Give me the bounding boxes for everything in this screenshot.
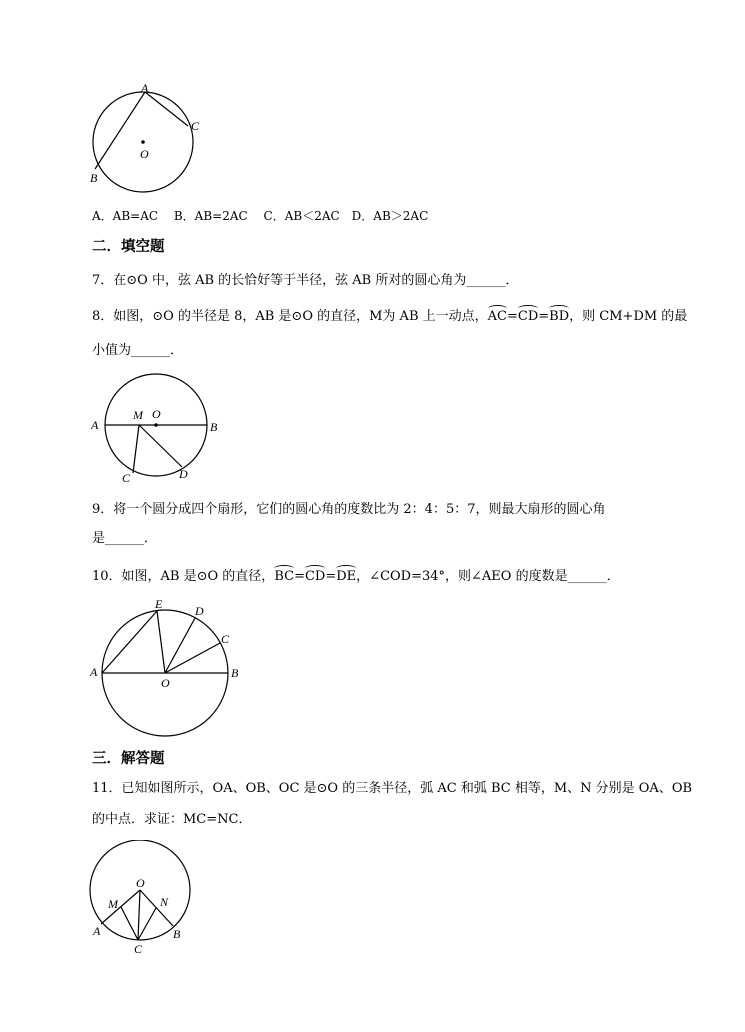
q9-line1: 9．将一个圆分成四个扇形，它们的圆心角的度数比为 2：4：5：7，则最大扇形的圆心角: [92, 502, 606, 517]
q6-options: A．AB=AC B．AB=2AC C．AB＜2AC D．AB＞2AC: [92, 209, 429, 223]
q8-arc-ac: AC: [487, 309, 507, 324]
q6-label-b: B: [90, 171, 98, 185]
q11-label-b: B: [173, 927, 181, 941]
q8-line2: 小值为______．: [92, 343, 184, 358]
q10-label-c: C: [221, 632, 230, 646]
q11-label-a: A: [93, 924, 101, 938]
q8-label-c: C: [122, 471, 131, 485]
q11-label-m: M: [108, 897, 118, 911]
section2-title: 二．填空题: [92, 238, 165, 255]
q8-arc-bd: BD: [549, 309, 570, 324]
section3-title: 三．解答题: [92, 750, 165, 767]
q8-line1-pre: 8．如图，⊙O 的半径是 8，AB 是⊙O 的直径，M为 AB 上一动点，: [92, 309, 488, 324]
q11-label-c: C: [134, 942, 143, 956]
q8-label-o: O: [152, 407, 161, 421]
q10-eq2: =: [325, 569, 337, 584]
q10-label-e: E: [155, 597, 163, 611]
q6-figure: [85, 80, 215, 200]
q10-label-d: D: [195, 604, 204, 618]
q11-label-n: N: [160, 895, 169, 909]
q11-line2: 的中点．求证：MC=NC．: [92, 812, 252, 827]
q7-text: 7．在⊙O 中，弦 AB 的长恰好等于半径，弦 AB 所对的圆心角为______．: [92, 273, 519, 288]
q9-line2: 是______．: [92, 531, 158, 546]
q10-arc-cd: CD: [304, 569, 326, 584]
q8-label-a: A: [91, 418, 99, 432]
q10-eq1: =: [294, 569, 305, 584]
q8-label-b: B: [210, 420, 218, 434]
q10-label-o: O: [161, 676, 170, 690]
q8-label-d: D: [179, 467, 188, 481]
q10-arc-bc: BC: [274, 569, 295, 584]
q11-label-o: O: [136, 876, 145, 890]
q6-label-c: C: [191, 119, 200, 133]
q8-eq1: =: [506, 309, 518, 324]
q8-figure: [85, 370, 225, 490]
q10-arc-de: DE: [336, 569, 357, 584]
q10-pre: 10．如图，AB 是⊙O 的直径，: [92, 569, 275, 584]
q11-line1: 11．已知如图所示，OA、OB、OC 是⊙O 的三条半径，弧 AC 和弧 BC 相等，M、N 分别是 OA、OB: [92, 781, 693, 796]
q10-figure: [85, 595, 250, 745]
q11-figure: [85, 840, 210, 960]
q8-line1-post: ，则 CM+DM 的最: [569, 309, 688, 324]
q8-label-m: M: [133, 408, 143, 422]
q6-label-a: A: [141, 81, 149, 95]
q10-label-a: A: [90, 665, 98, 679]
q10-post: ，∠COD=34°，则∠AEO 的度数是______．: [356, 569, 620, 584]
q8-arc-cd: CD: [517, 309, 539, 324]
q10-text: [92, 568, 620, 586]
q6-label-o: O: [140, 147, 149, 161]
q8-eq2: =: [538, 309, 550, 324]
q10-label-b: B: [231, 666, 239, 680]
q8-line1: [92, 308, 687, 326]
